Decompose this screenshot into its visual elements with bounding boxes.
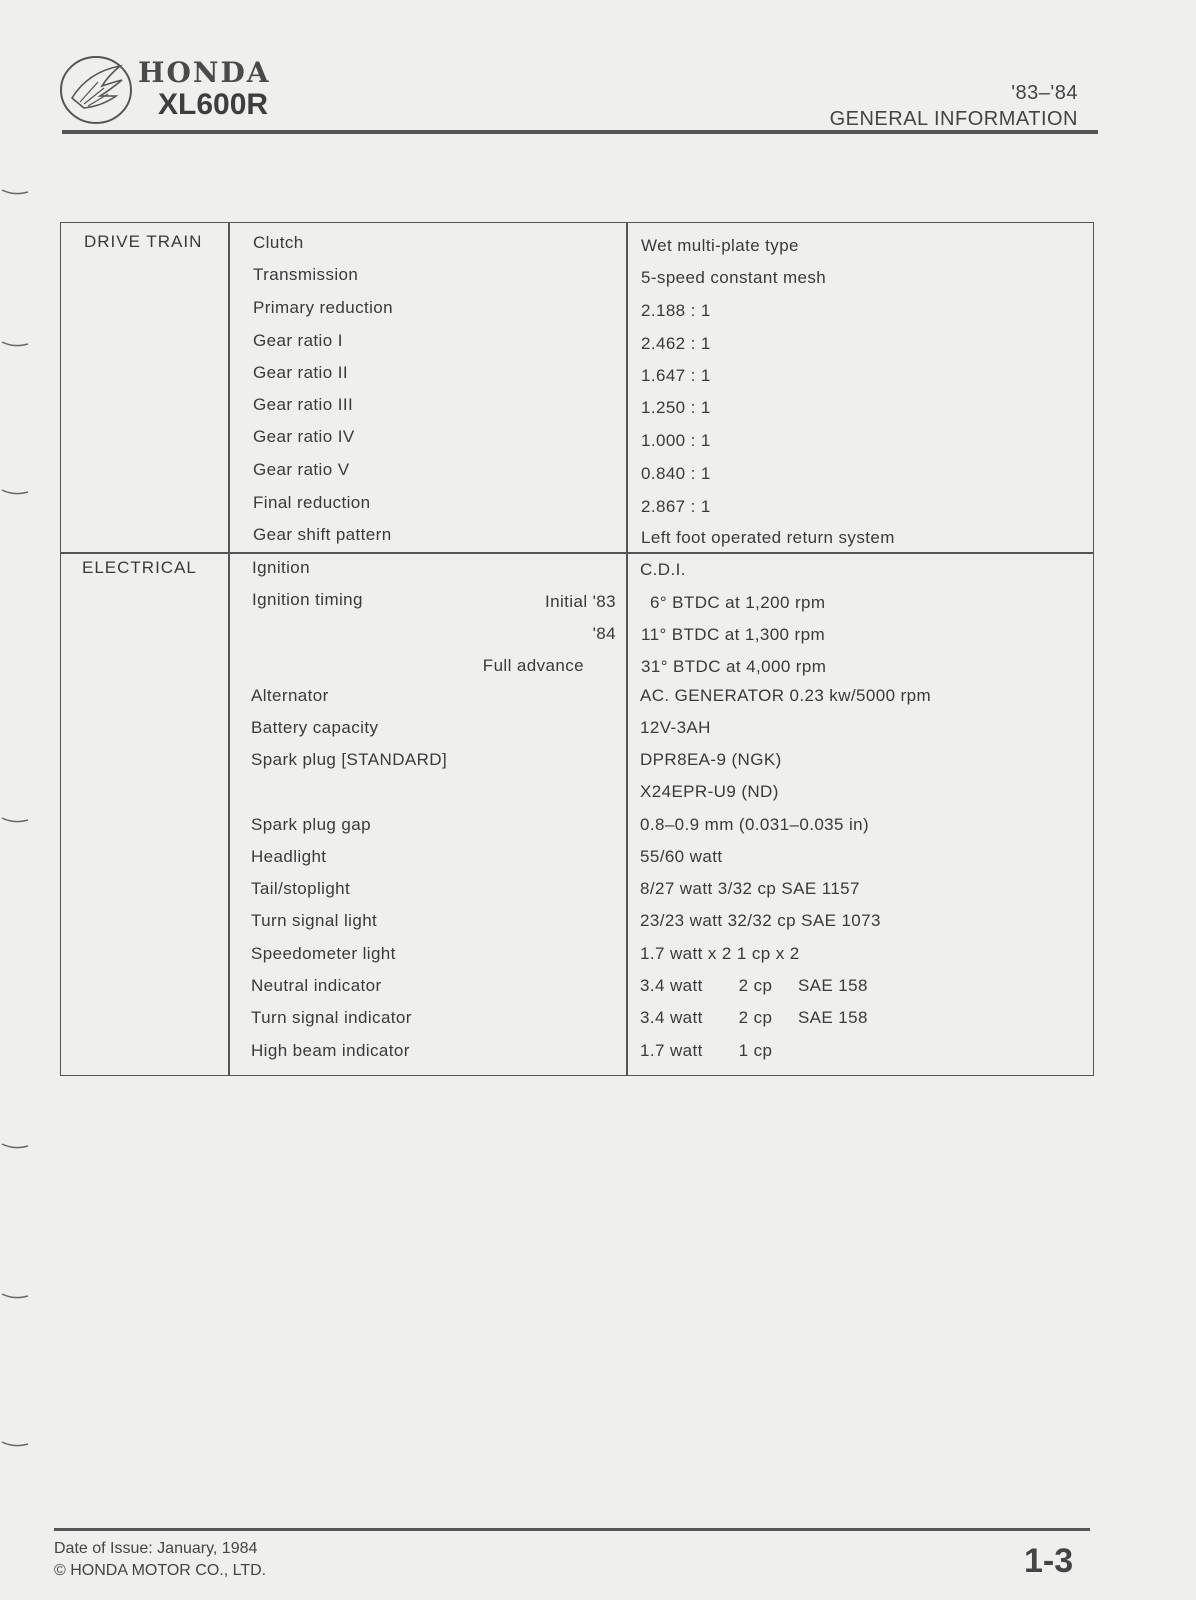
honda-wing-icon [58, 52, 134, 128]
spec-item: Gear ratio V [253, 460, 350, 479]
spec-value: AC. GENERATOR 0.23 kw/5000 rpm [640, 686, 932, 705]
spec-value: 55/60 watt [640, 847, 723, 866]
binder-mark [0, 188, 30, 198]
spec-item: Tail/stoplight [251, 879, 351, 898]
header-logo-block [58, 52, 358, 132]
spec-value: 2.867 : 1 [641, 497, 711, 516]
table-border [60, 222, 1094, 1076]
spec-item: Headlight [251, 847, 327, 866]
header-rule [62, 130, 1098, 134]
spec-item: Speedometer light [251, 944, 396, 963]
spec-value: Left foot operated return system [641, 528, 895, 547]
header-right [830, 80, 1078, 132]
spec-value: 8/27 watt 3/32 cp SAE 1157 [640, 879, 860, 898]
spec-value: 5-speed constant mesh [641, 268, 827, 287]
spec-item: Clutch [253, 233, 304, 252]
spec-item: Turn signal light [251, 911, 378, 930]
spec-item: Gear shift pattern [253, 525, 392, 544]
model-years: '83–'84 [1011, 82, 1078, 104]
section-label-drive-train: DRIVE TRAIN [84, 232, 203, 251]
spec-value: Wet multi-plate type [641, 236, 799, 255]
brand-name: HONDA [138, 56, 271, 89]
spec-item: High beam indicator [251, 1041, 410, 1060]
spec-value: 1.000 : 1 [641, 431, 711, 450]
model-name: XL600R [158, 88, 269, 121]
spec-sub-item: Initial '83 [545, 592, 616, 611]
spec-item: Gear ratio IV [253, 427, 355, 446]
spec-item: Spark plug [STANDARD] [251, 750, 448, 769]
footer-rule [54, 1528, 1090, 1531]
spec-item: Ignition timing [252, 590, 363, 609]
spec-value: 0.840 : 1 [641, 464, 711, 483]
spec-value: C.D.I. [640, 560, 686, 579]
spec-value: 23/23 watt 32/32 cp SAE 1073 [640, 911, 881, 930]
column-divider [228, 222, 230, 1076]
spec-value: 0.8–0.9 mm (0.031–0.035 in) [640, 815, 870, 834]
spec-value: DPR8EA-9 (NGK) [640, 750, 782, 769]
binder-mark [0, 1440, 30, 1450]
spec-value: 3.4 watt 2 cp SAE 158 [640, 976, 868, 995]
spec-value: 1.7 watt 1 cp [640, 1041, 773, 1060]
spec-item: Alternator [251, 686, 329, 705]
binder-mark [0, 816, 30, 826]
section-divider [60, 552, 1094, 554]
spec-item: Gear ratio II [253, 363, 348, 382]
spec-value: 3.4 watt 2 cp SAE 158 [640, 1008, 868, 1027]
spec-item: Final reduction [253, 493, 371, 512]
spec-item: Gear ratio I [253, 331, 343, 350]
spec-value: 1.647 : 1 [641, 366, 711, 385]
binder-mark [0, 340, 30, 350]
section-title: GENERAL INFORMATION [829, 108, 1078, 130]
spec-item: Transmission [253, 265, 359, 284]
issue-date: Date of Issue: January, 1984 [54, 1540, 258, 1557]
spec-item: Ignition [252, 558, 311, 577]
spec-value: 1.250 : 1 [641, 398, 711, 417]
spec-item: Spark plug gap [251, 815, 371, 834]
spec-sub-item: '84 [592, 624, 616, 643]
footer-info [54, 1538, 266, 1582]
page-number: 1-3 [1024, 1542, 1074, 1580]
binder-mark [0, 1142, 30, 1152]
binder-mark [0, 488, 30, 498]
spec-value: 2.188 : 1 [641, 301, 711, 320]
copyright: © HONDA MOTOR CO., LTD. [54, 1562, 267, 1579]
section-label-electrical: ELECTRICAL [82, 558, 197, 577]
spec-item: Turn signal indicator [251, 1008, 412, 1027]
spec-item: Neutral indicator [251, 976, 382, 995]
binder-mark [0, 1292, 30, 1302]
spec-value: 31° BTDC at 4,000 rpm [641, 657, 827, 676]
spec-value: X24EPR-U9 (ND) [640, 782, 779, 801]
spec-sub-item: Full advance [482, 656, 584, 675]
spec-value: 12V-3AH [640, 718, 711, 737]
spec-value: 6° BTDC at 1,200 rpm [650, 593, 826, 612]
spec-value: 11° BTDC at 1,300 rpm [641, 625, 826, 644]
spec-value: 2.462 : 1 [641, 334, 711, 353]
column-divider [626, 222, 628, 1076]
spec-item: Battery capacity [251, 718, 379, 737]
spec-value: 1.7 watt x 2 1 cp x 2 [640, 944, 800, 963]
spec-item: Gear ratio III [253, 395, 354, 414]
spec-item: Primary reduction [253, 298, 394, 317]
